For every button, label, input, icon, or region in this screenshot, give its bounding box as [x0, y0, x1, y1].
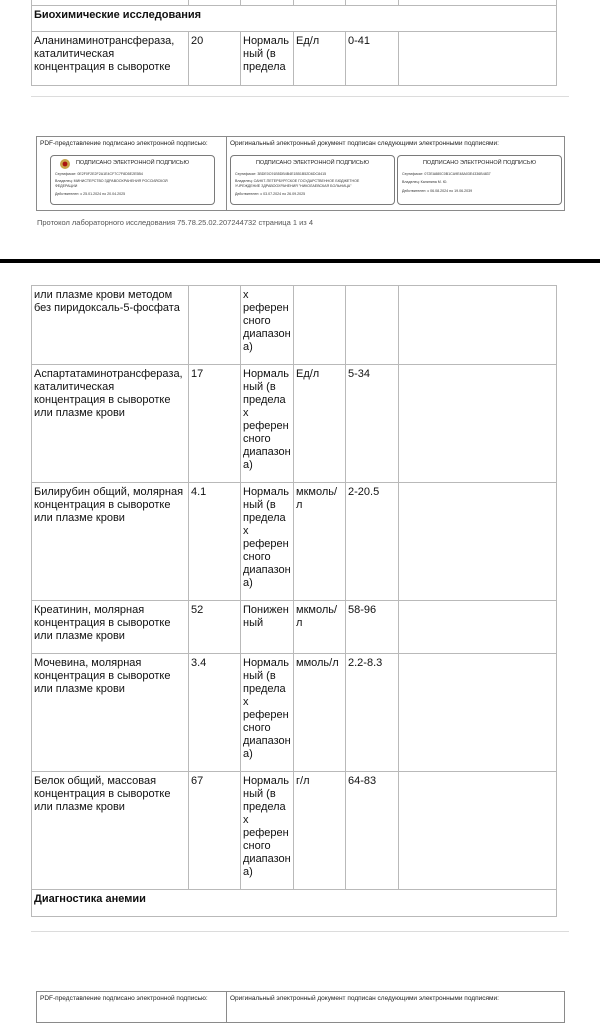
test-unit: [294, 286, 346, 365]
table-row: [32, 483, 557, 601]
test-ref: 2.2-8.3: [346, 654, 399, 772]
signature-right-cell: [227, 137, 564, 210]
signature-left-cell: [37, 992, 227, 1022]
table-row: [32, 32, 557, 86]
signature-block-next: [36, 991, 565, 1023]
signature-left-heading: PDF-представление подписано электронной подписью:: [40, 140, 208, 147]
stamp-line: Владелец: САНКТ-ПЕТЕРБУРГСКОЕ ГОСУДАРСТВЕННОЕ БЮДЖЕТНОЕ: [235, 179, 360, 183]
test-name: Мочевина, молярная концентрация в сыворотке или плазме крови: [32, 654, 189, 772]
divider: [31, 96, 569, 97]
test-ref: 2-20.5: [346, 483, 399, 601]
test-name: Креатинин, молярная концентрация в сыворотке или плазме крови: [32, 601, 189, 654]
table-row: [32, 772, 557, 890]
test-ref: 5-34: [346, 365, 399, 483]
test-unit: Ед/л: [294, 32, 346, 86]
test-status: Нормальный (в пределах референсного диапазона): [241, 365, 294, 483]
test-value: 67: [189, 772, 241, 890]
results-table-page1: [31, 0, 557, 86]
stamp-line: Сертификат: 072EA880C0B1CA9E48A03E4336B4837: [402, 172, 491, 176]
signature-left-heading: PDF-представление подписано электронной подписью:: [40, 995, 208, 1002]
stamp-line: УЧРЕЖДЕНИЕ ЗДРАВООХРАНЕНИЯ "НИКОЛАЕВСКАЯ БОЛЬНИЦА": [235, 184, 352, 188]
section-title: Диагностика анемии: [32, 890, 557, 917]
signature-stamp-1: [50, 155, 215, 205]
test-status: Нормальный (в пределах референсного диапазона): [241, 772, 294, 890]
test-name: Аланинаминотрансфераза, каталитическая концентрация в сыворотке: [32, 32, 189, 86]
stamp-title: ПОДПИСАНО ЭЛЕКТРОННОЙ ПОДПИСЬЮ: [422, 160, 537, 166]
stamp-line: ФЕДЕРАЦИИ: [55, 184, 78, 188]
test-name: Белок общий, массовая концентрация в сыворотке или плазме крови: [32, 772, 189, 890]
table-row: [32, 286, 557, 365]
test-unit: г/л: [294, 772, 346, 890]
test-ref: 64-83: [346, 772, 399, 890]
test-note: [399, 654, 557, 772]
signature-left-cell: [37, 137, 227, 210]
test-status: х референсного диапазона): [241, 286, 294, 365]
test-value: 20: [189, 32, 241, 86]
signature-block: [36, 136, 565, 211]
section-title: Биохимические исследования: [32, 6, 557, 32]
protocol-footer: Протокол лабораторного исследования 75.78.25.02.207244732 страница 1 из 4: [37, 218, 313, 227]
test-unit: ммоль/л: [294, 654, 346, 772]
test-note: [399, 601, 557, 654]
results-table-page2: [31, 285, 557, 917]
table-row: [32, 601, 557, 654]
test-value: 17: [189, 365, 241, 483]
test-note: [399, 483, 557, 601]
stamp-line: Сертификат: 0E2F0F2E2F2A1E4CF7C7F8D5E2E5B4: [55, 172, 143, 176]
section-header: [32, 890, 557, 917]
divider: [31, 931, 569, 932]
table-row: [32, 654, 557, 772]
signature-right-heading: Оригинальный электронный документ подписан следующими электронными подписями:: [230, 140, 499, 147]
page-break: [0, 259, 600, 263]
test-status: Пониженный: [241, 601, 294, 654]
stamp-line: Действителен: с 06.08.2024 по 19.06.2039: [402, 189, 473, 193]
test-unit: мкмоль/л: [294, 601, 346, 654]
test-value: 52: [189, 601, 241, 654]
test-note: [399, 772, 557, 890]
test-ref: [346, 286, 399, 365]
test-status: Нормальный (в предела: [241, 32, 294, 86]
stamp-title: ПОДПИСАНО ЭЛЕКТРОННОЙ ПОДПИСЬЮ: [75, 160, 190, 166]
test-unit: Ед/л: [294, 365, 346, 483]
signature-right-heading: Оригинальный электронный документ подписан следующими электронными подписями:: [230, 995, 499, 1002]
test-name: Аспартатаминотрансфераза, каталитическая концентрация в сыворотке или плазме крови: [32, 365, 189, 483]
test-unit: мкмоль/л: [294, 483, 346, 601]
stamp-title: ПОДПИСАНО ЭЛЕКТРОННОЙ ПОДПИСЬЮ: [255, 160, 370, 166]
test-ref: 0-41: [346, 32, 399, 86]
signature-stamp-3: [397, 155, 562, 205]
test-value: [189, 286, 241, 365]
test-value: 3.4: [189, 654, 241, 772]
signature-right-cell: [227, 992, 564, 1022]
signature-stamp-2: [230, 155, 395, 205]
stamp-line: Действителен: с 03.07.2024 по 26.09.2025: [235, 192, 306, 196]
stamp-line: Сертификат: 3BDE0C91B5DB4B4E1B51B52D6DC8415: [235, 172, 327, 176]
test-note: [399, 365, 557, 483]
test-status: Нормальный (в пределах референсного диапазона): [241, 654, 294, 772]
test-note: [399, 286, 557, 365]
test-note: [399, 32, 557, 86]
stamp-line: Владелец: Калинина М. Ю.: [402, 180, 448, 184]
test-status: Нормальный (в пределах референсного диапазона): [241, 483, 294, 601]
test-value: 4.1: [189, 483, 241, 601]
test-name: Билирубин общий, молярная концентрация в сыворотке или плазме крови: [32, 483, 189, 601]
section-header: [32, 6, 557, 32]
stamp-line: Владелец: МИНИСТЕРСТВО ЗДРАВООХРАНЕНИЯ РОССИЙСКОЙ: [55, 179, 168, 183]
test-ref: 58-96: [346, 601, 399, 654]
test-name: или плазме крови методом без пиридоксаль-5-фосфата: [32, 286, 189, 365]
table-row: [32, 365, 557, 483]
stamp-line: Действителен: с 25.01.2024 по 20.04.2025: [55, 192, 126, 196]
